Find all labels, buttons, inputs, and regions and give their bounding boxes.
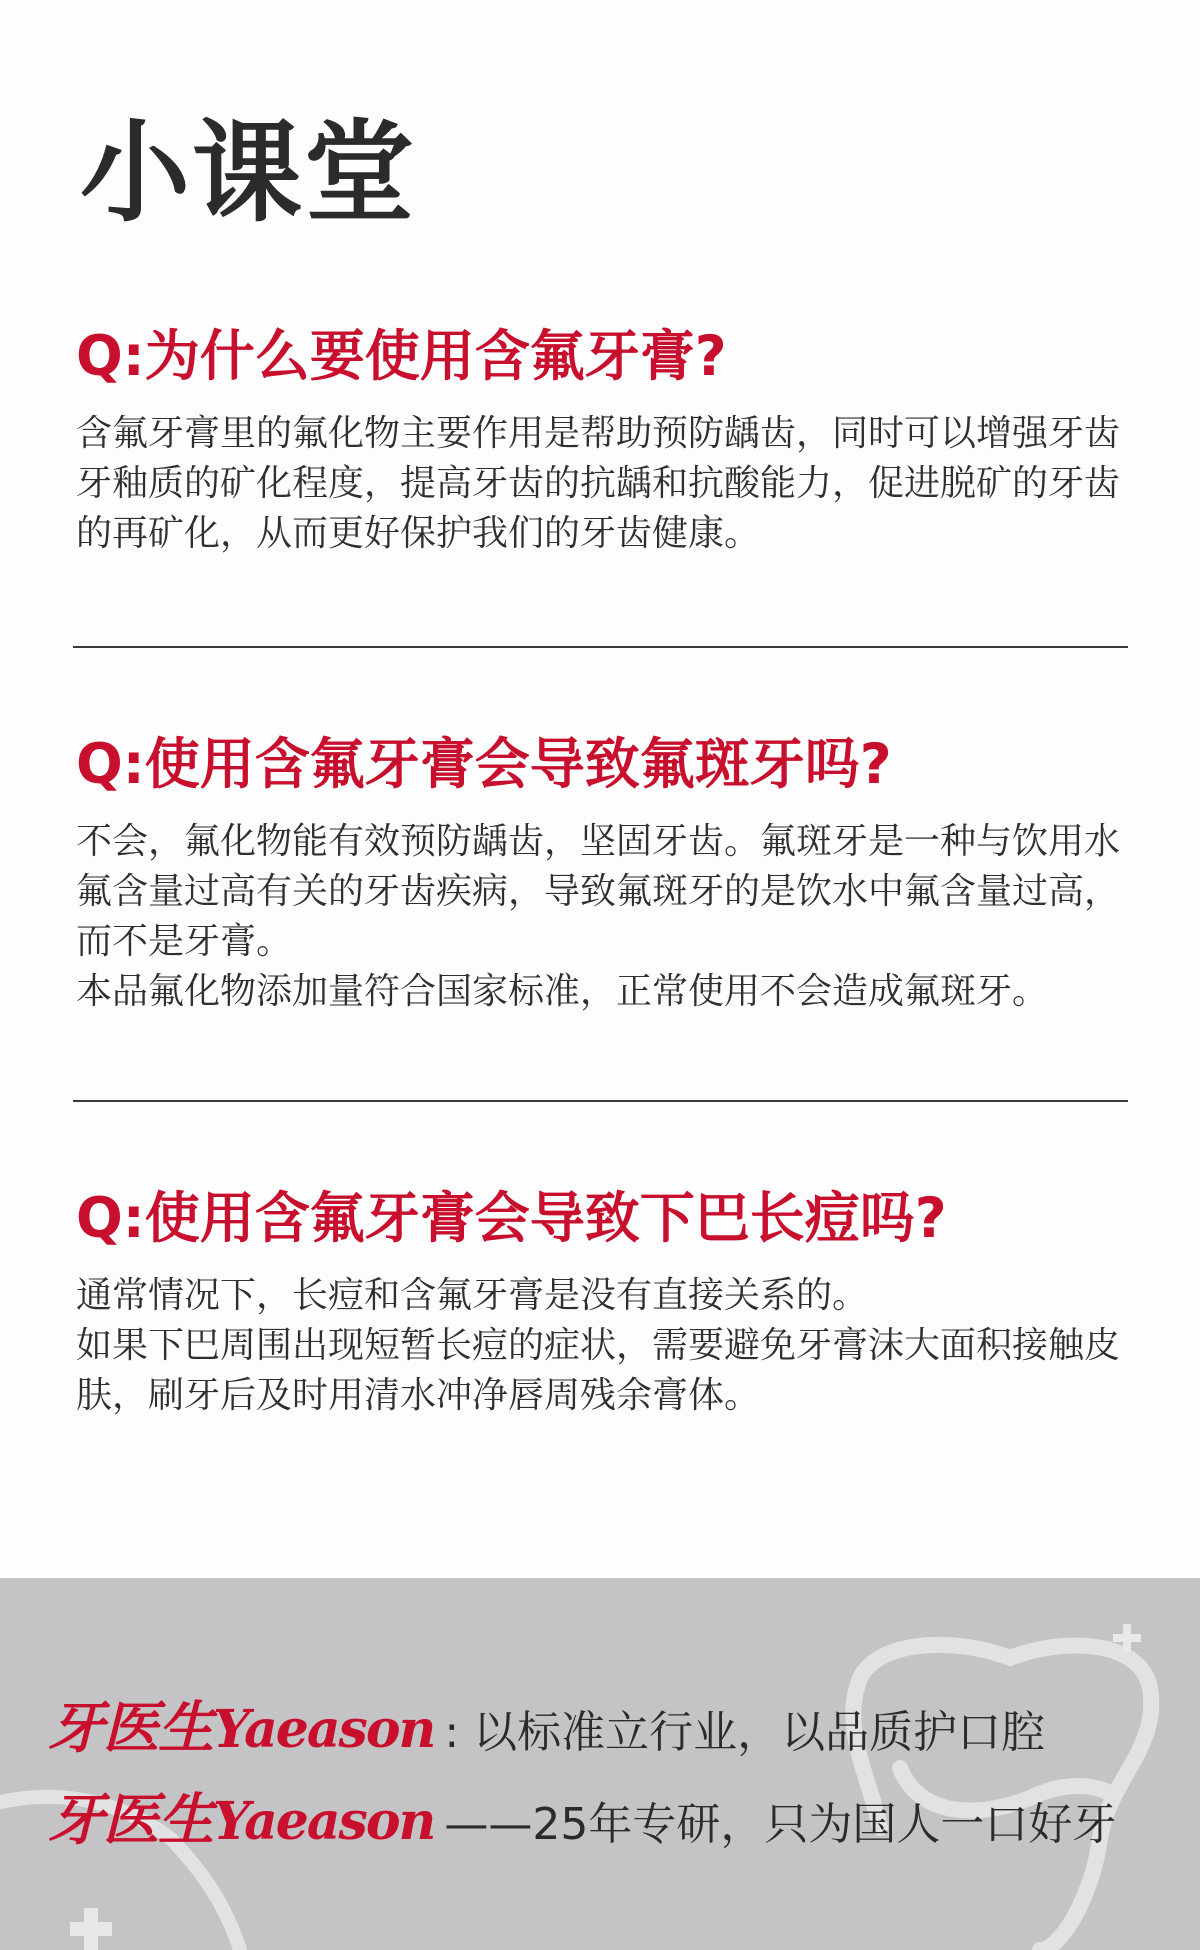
slogan-line-1 [48, 1684, 1045, 1764]
brand-name-latin: Yaeason [213, 1699, 435, 1760]
slogan-text: : 以标准立行业，以品质护口腔 [444, 1707, 1046, 1758]
brand-footer [0, 1578, 1200, 1950]
decorative-background [0, 1578, 1200, 1950]
brand-name-cn: 牙医生 [48, 1695, 213, 1761]
answer-paragraph: 通常情况下，长痘和含氟牙膏是没有直接关系的。 [76, 1274, 869, 1316]
answer-paragraph: 不会，氟化物能有效预防龋齿，坚固牙齿。氟斑牙是一种与饮用水氟含量过高有关的牙齿疾病，导致氟斑牙的是饮水中氟含量过高，而不是牙膏。 [76, 820, 1121, 962]
answer-paragraph: 如果下巴周围出现短暂长痘的症状，需要避免牙膏沫大面积接触皮肤，刷牙后及时用清水冲净唇周残余膏体。 [76, 1324, 1121, 1416]
answer-paragraph: 本品氟化物添加量符合国家标准，正常使用不会造成氟斑牙。 [76, 970, 1049, 1012]
slogan-text: ——25年专研，只为国人一口好牙 [444, 1799, 1117, 1850]
answer-text [76, 817, 1126, 1017]
brand-name-latin: Yaeason [213, 1791, 435, 1852]
page-title: 小课堂 [80, 109, 416, 237]
slogan-line-2 [48, 1776, 1116, 1856]
section-divider [73, 646, 1128, 648]
section-divider [73, 1100, 1128, 1102]
plus-icon [70, 1908, 112, 1950]
qa-section-3 [76, 1188, 1126, 1421]
answer-paragraph: 含氟牙膏里的氟化物主要作用是帮助预防龋齿，同时可以增强牙齿牙釉质的矿化程度，提高牙齿的抗龋和抗酸能力，促进脱矿的牙齿的再矿化，从而更好保护我们的牙齿健康。 [76, 412, 1121, 554]
qa-section-1 [76, 326, 1126, 559]
qa-section-2 [76, 734, 1126, 1017]
question-heading: Q:使用含氟牙膏会导致氟斑牙吗? [76, 732, 892, 796]
answer-text [76, 1271, 1126, 1421]
brand-name-cn: 牙医生 [48, 1787, 213, 1853]
question-heading: Q:为什么要使用含氟牙膏? [76, 324, 727, 388]
question-heading: Q:使用含氟牙膏会导致下巴长痘吗? [76, 1186, 947, 1250]
answer-text [76, 409, 1126, 559]
